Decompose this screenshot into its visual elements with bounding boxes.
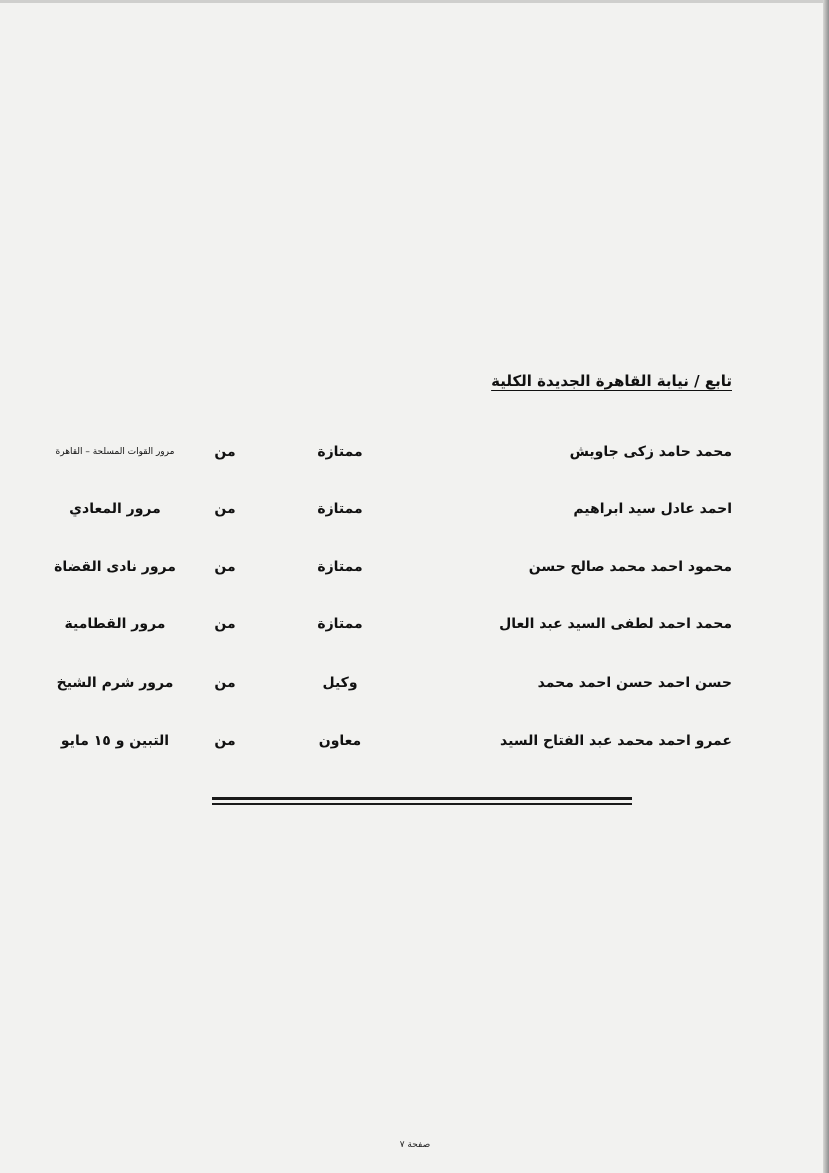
page-top-edge — [0, 0, 829, 3]
person-name: محمد احمد لطفى السيد عبد العال — [499, 616, 732, 632]
person-name: محمد حامد زكى جاويش — [569, 444, 732, 460]
table-row — [0, 668, 829, 698]
origin-label: مرور شرم الشيخ — [56, 675, 174, 691]
double-divider — [212, 797, 632, 807]
origin-label: التبين و ١٥ مايو — [60, 733, 170, 749]
origin-label: مرور نادى القضاة — [54, 559, 176, 575]
person-name: عمرو احمد محمد عبد الفتاح السيد — [500, 733, 732, 749]
person-name: محمود احمد محمد صالح حسن — [528, 559, 732, 575]
table-row — [0, 552, 829, 582]
origin-label: مرور القوات المسلحة – القاهرة — [55, 447, 175, 457]
table-row — [0, 437, 829, 467]
origin-label: مرور المعادي — [69, 501, 161, 517]
grade-label: ممتازة — [317, 559, 363, 575]
person-name: احمد عادل سيد ابراهيم — [573, 501, 732, 517]
divider-thick-line — [212, 797, 632, 800]
table-row — [0, 494, 829, 524]
from-label: من — [214, 444, 236, 460]
page-number: صفحة ٧ — [399, 1140, 431, 1150]
grade-label: ممتازة — [317, 501, 363, 517]
person-name: حسن احمد حسن احمد محمد — [537, 675, 732, 691]
table-row — [0, 726, 829, 756]
from-label: من — [214, 616, 236, 632]
from-label: من — [214, 675, 236, 691]
table-row — [0, 609, 829, 639]
from-label: من — [214, 733, 236, 749]
section-heading: تابع / نيابة القاهرة الجديدة الكلية — [491, 372, 732, 390]
divider-thin-line — [212, 803, 632, 805]
grade-label: وكيل — [322, 675, 358, 691]
grade-label: معاون — [318, 733, 362, 749]
from-label: من — [214, 501, 236, 517]
from-label: من — [214, 559, 236, 575]
grade-label: ممتازة — [317, 444, 363, 460]
page-right-edge — [823, 0, 829, 1173]
origin-label: مرور القطامية — [64, 616, 166, 632]
grade-label: ممتازة — [317, 616, 363, 632]
